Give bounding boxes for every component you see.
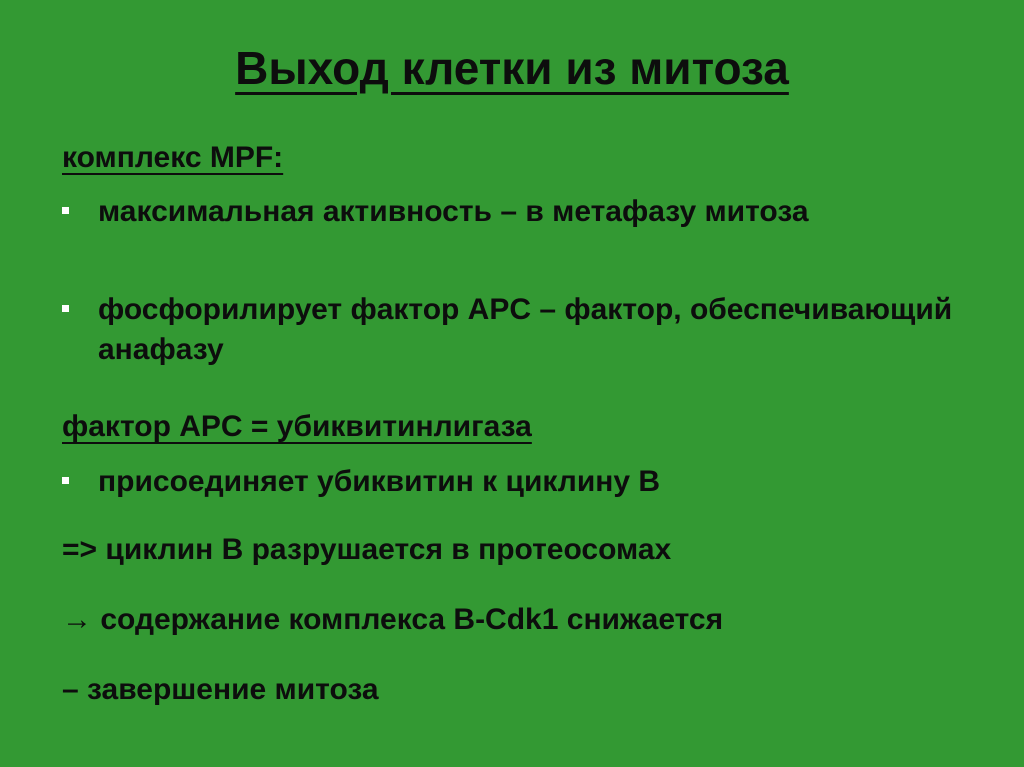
bullet-text: максимальная активность – в метафазу митоза bbox=[98, 195, 809, 228]
bullet-marker-icon bbox=[62, 477, 69, 484]
bullet-text: фосфорилирует фактор APC – фактор, обеспечивающий анафазу bbox=[98, 293, 953, 366]
bullet-marker-icon bbox=[62, 207, 69, 214]
slide-title-text: Выход клетки из митоза bbox=[235, 42, 789, 94]
statement-line: => циклин B разрушается в протеосомах bbox=[62, 533, 672, 566]
bullet-item bbox=[62, 290, 962, 370]
bullet-text: присоединяет убиквитин к циклину B bbox=[98, 465, 661, 498]
section-heading-apc: фактор APC = убиквитинлигаза bbox=[62, 410, 532, 443]
slide-title bbox=[0, 38, 1024, 98]
bullet-item bbox=[62, 192, 962, 232]
section-heading-mpf: комплекс MPF: bbox=[62, 141, 284, 174]
statement-line: → содержание комплекса B-Cdk1 снижается bbox=[62, 603, 724, 636]
bullet-marker-icon bbox=[62, 305, 69, 312]
statement-line: – завершение митоза bbox=[62, 673, 379, 706]
bullet-item bbox=[62, 462, 962, 502]
